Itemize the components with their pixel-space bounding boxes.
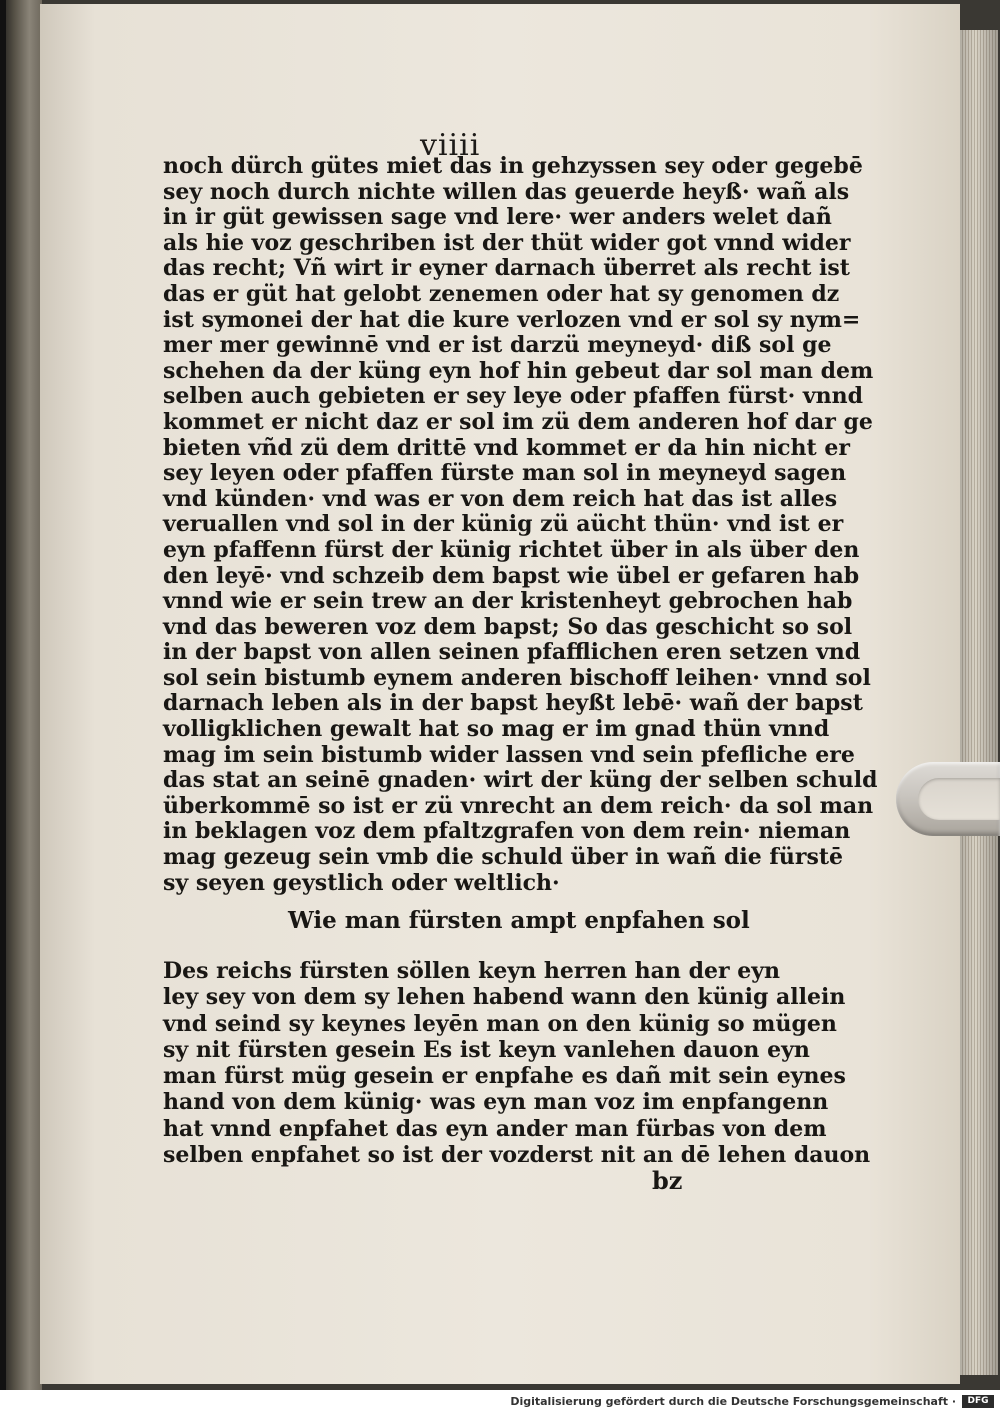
text-line: vnd seind sy keynes leyēn man on den künig so mügen bbox=[163, 1010, 837, 1037]
text-line: in beklagen voz dem pfaltzgrafen von dem rein· nieman bbox=[163, 818, 851, 845]
text-line: ley sey von dem sy lehen habend wann den künig allein bbox=[163, 984, 846, 1011]
funding-credit: Digitalisierung gefördert durch die Deutsche Forschungsgemeinschaft · bbox=[510, 1395, 956, 1408]
text-line: mer mer gewinnē vnd er ist darzü meyneyd· diß sol ge bbox=[163, 332, 832, 359]
binding-edge bbox=[0, 0, 6, 1390]
text-line: ist symonei der hat die kure verlozen vnd er sol sy nym= bbox=[163, 306, 861, 333]
body-text bbox=[163, 153, 878, 896]
dfg-logo-icon: DFG bbox=[962, 1395, 994, 1408]
text-line: volligklichen gewalt hat so mag er im gnad thün vnnd bbox=[163, 716, 830, 743]
text-line: eyn pfaffenn fürst der künig richtet über in als über den bbox=[163, 536, 860, 563]
text-line: hand von dem künig· was eyn man voz im enpfangenn bbox=[163, 1089, 829, 1116]
text-line: als hie voz geschriben ist der thüt wider got vnnd wider bbox=[163, 229, 851, 256]
text-line: in der bapst von allen seinen pfafflichen eren setzen vnd bbox=[163, 639, 861, 666]
text-line: Des reichs fürsten söllen keyn herren han der eyn bbox=[163, 958, 780, 984]
text-line: selben auch gebieten er sey leye oder pfaffen fürst· vnnd bbox=[163, 383, 864, 410]
text-line: hat vnnd enpfahet das eyn ander man fürbas von dem bbox=[163, 1115, 827, 1142]
text-line: vnd das beweren voz dem bapst; So das geschicht so sol bbox=[163, 613, 853, 640]
text-line: in ir güt gewissen sage vnd lere· wer anders welet dañ bbox=[163, 204, 832, 231]
text-line: sey noch durch nichte willen das geuerde heyß· wañ als bbox=[163, 178, 850, 205]
text-line: sey leyen oder pfaffen fürste man sol in meyneyd sagen bbox=[163, 460, 847, 487]
text-line: mag gezeug sein vmb die schuld über in wañ die fürstē bbox=[163, 844, 844, 871]
text-line: selben enpfahet so ist der vozderst nit an dē lehen dauon bbox=[163, 1142, 871, 1169]
section-text bbox=[163, 958, 871, 1169]
text-line: veruallen vnd sol in der künig zü aücht thün· vnd ist er bbox=[163, 511, 844, 538]
page-clip-inner bbox=[918, 778, 1000, 820]
text-line: das stat an seinē gnaden· wirt der küng der selben schuld bbox=[163, 767, 878, 794]
text-line: vnnd wie er sein trew an der kristenheyt gebrochen hab bbox=[163, 588, 853, 615]
text-line: mag im sein bistumb wider lassen vnd sein pfefliche ere bbox=[163, 741, 855, 768]
text-line: man fürst müg gesein er enpfahe es dañ mit sein eynes bbox=[163, 1063, 846, 1090]
signature-mark: bz bbox=[652, 1166, 683, 1195]
text-line: sy seyen geystlich oder weltlich· bbox=[163, 869, 560, 896]
footer-bar bbox=[0, 1390, 1000, 1413]
text-line: schehen da der küng eyn hof hin gebeut dar sol man dem bbox=[163, 357, 874, 384]
text-line: überkommē so ist er zü vnrecht an dem reich· da sol man bbox=[163, 792, 874, 819]
text-line: sol sein bistumb eynem anderen bischoff leihen· vnnd sol bbox=[163, 664, 871, 691]
left-book-binding bbox=[0, 0, 42, 1390]
page-stack-shadow bbox=[960, 30, 998, 1375]
text-line: bieten vñd zü dem drittē vnd kommet er da hin nicht er bbox=[163, 434, 850, 461]
section-heading: Wie man fürsten ampt enpfahen sol bbox=[288, 907, 750, 934]
folio-number: viiii bbox=[420, 128, 481, 163]
text-line: kommet er nicht daz er sol im zü dem anderen hof dar ge bbox=[163, 408, 873, 435]
text-line: das er güt hat gelobt zenemen oder hat sy genomen dz bbox=[163, 280, 840, 307]
text-line: darnach leben als in der bapst heyßt lebē· wañ der bapst bbox=[163, 690, 863, 717]
text-line: das recht; Vñ wirt ir eyner darnach überret als recht ist bbox=[163, 255, 850, 282]
text-line: sy nit fürsten gesein Es ist keyn vanlehen dauon eyn bbox=[163, 1036, 810, 1063]
text-line: vnd künden· vnd was er von dem reich hat das ist alles bbox=[163, 485, 838, 512]
text-line: noch dürch gütes miet das in gehzyssen sey oder gegebē bbox=[163, 153, 863, 179]
text-line: den leyē· vnd schzeib dem bapst wie übel er gefaren hab bbox=[163, 562, 860, 589]
